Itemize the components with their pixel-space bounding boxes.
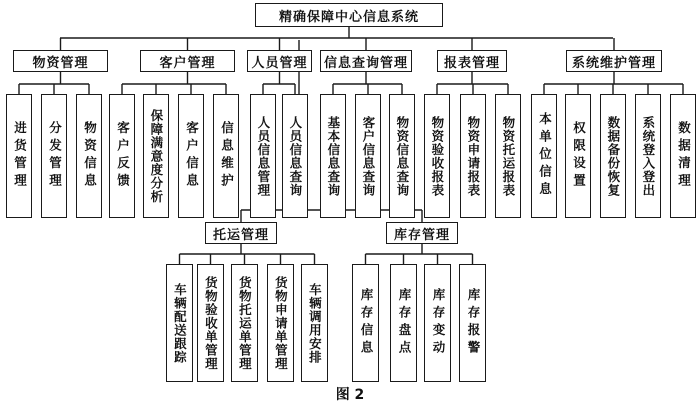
module-wuzi (13, 50, 108, 72)
root-node: 精确保障中心信息系统 (255, 3, 443, 27)
leaf-weihu-0-label: 本单位信息 (537, 112, 553, 200)
leaf-chaxun-1 (355, 94, 381, 218)
leaf-wuzi-2 (76, 94, 102, 218)
leaf-wuzi-0 (6, 94, 32, 218)
module-renyuan (247, 50, 312, 72)
leaf-weihu-1 (565, 94, 591, 218)
leaf-kucun-0 (352, 264, 379, 382)
leaf-kehu-3-label: 信息维护 (219, 121, 235, 191)
figure-caption: 图 2 (335, 387, 365, 403)
leaf-weihu-4 (670, 94, 696, 218)
leaf-kucun-2 (424, 264, 451, 382)
leaf-baobiao-0-label: 物资验收报表 (429, 115, 445, 197)
leaf-tuoyun-2 (231, 264, 258, 382)
leaf-kucun-3-label: 库存报警 (465, 288, 481, 358)
leaf-renyuan-1 (282, 94, 308, 218)
leaf-kehu-2-label: 客户信息 (184, 121, 200, 191)
leaf-weihu-4-label: 数据清理 (676, 121, 692, 191)
module-chaxun-label: 信息查询管理 (323, 55, 408, 71)
module-baobiao (437, 50, 507, 72)
leaf-tuoyun-0 (166, 264, 193, 382)
leaf-kucun-1 (390, 264, 417, 382)
leaf-tuoyun-3-label: 货物申请单管理 (273, 275, 289, 371)
module-kucun-label: 库存管理 (393, 227, 450, 243)
leaf-tuoyun-4-label: 车辆调用安排 (307, 282, 323, 364)
leaf-baobiao-2 (495, 94, 521, 218)
leaf-kucun-1-label: 库存盘点 (396, 288, 412, 358)
leaf-chaxun-0 (320, 94, 346, 218)
leaf-chaxun-1-label: 客户信息查询 (360, 115, 376, 197)
leaf-kucun-3 (459, 264, 486, 382)
leaf-weihu-3 (635, 94, 661, 218)
leaf-weihu-0 (531, 94, 557, 218)
leaf-wuzi-0-label: 进货管理 (12, 121, 28, 191)
module-wuzi-label: 物资管理 (32, 55, 89, 71)
leaf-wuzi-1-label: 分发管理 (47, 121, 63, 191)
leaf-baobiao-0 (424, 94, 450, 218)
leaf-kehu-3 (213, 94, 239, 218)
module-baobiao-label: 报表管理 (443, 55, 500, 71)
leaf-weihu-2 (600, 94, 626, 218)
module-renyuan-label: 人员管理 (251, 55, 308, 71)
leaf-baobiao-1-label: 物资申请报表 (465, 115, 481, 197)
module-weihu-label: 系统维护管理 (571, 55, 656, 71)
leaf-weihu-2-label: 数据备份恢复 (605, 115, 621, 197)
leaf-tuoyun-0-label: 车辆配送跟踪 (172, 282, 188, 364)
leaf-weihu-3-label: 系统登入登出 (640, 115, 656, 197)
leaf-baobiao-2-label: 物资托运报表 (500, 115, 516, 197)
leaf-tuoyun-1-label: 货物验收单管理 (203, 275, 219, 371)
leaf-tuoyun-3 (267, 264, 294, 382)
leaf-kucun-2-label: 库存变动 (430, 288, 446, 358)
leaf-kehu-2 (178, 94, 204, 218)
module-kucun (386, 222, 458, 244)
leaf-wuzi-1 (41, 94, 67, 218)
leaf-tuoyun-4 (301, 264, 328, 382)
leaf-kehu-1-label: 保障满意度分析 (148, 108, 164, 204)
leaf-baobiao-1 (460, 94, 486, 218)
leaf-renyuan-0-label: 人员信息管理 (255, 115, 271, 197)
leaf-renyuan-1-label: 人员信息查询 (287, 115, 303, 197)
leaf-kucun-0-label: 库存信息 (358, 288, 374, 358)
leaf-renyuan-0 (250, 94, 276, 218)
leaf-tuoyun-2-label: 货物托运单管理 (237, 275, 253, 371)
module-kehu (140, 50, 235, 72)
leaf-tuoyun-1 (197, 264, 224, 382)
leaf-kehu-1 (143, 94, 169, 218)
module-weihu (566, 50, 662, 72)
leaf-kehu-0 (109, 94, 135, 218)
leaf-chaxun-0-label: 基本信息查询 (325, 115, 341, 197)
leaf-chaxun-2-label: 物资信息查询 (394, 115, 410, 197)
module-kehu-label: 客户管理 (159, 55, 216, 71)
leaf-weihu-1-label: 权限设置 (571, 121, 587, 191)
leaf-kehu-0-label: 客户反馈 (115, 121, 131, 191)
module-chaxun (320, 50, 412, 72)
leaf-wuzi-2-label: 物资信息 (82, 121, 98, 191)
module-tuoyun (205, 222, 277, 244)
module-tuoyun-label: 托运管理 (212, 227, 269, 243)
leaf-chaxun-2 (389, 94, 415, 218)
